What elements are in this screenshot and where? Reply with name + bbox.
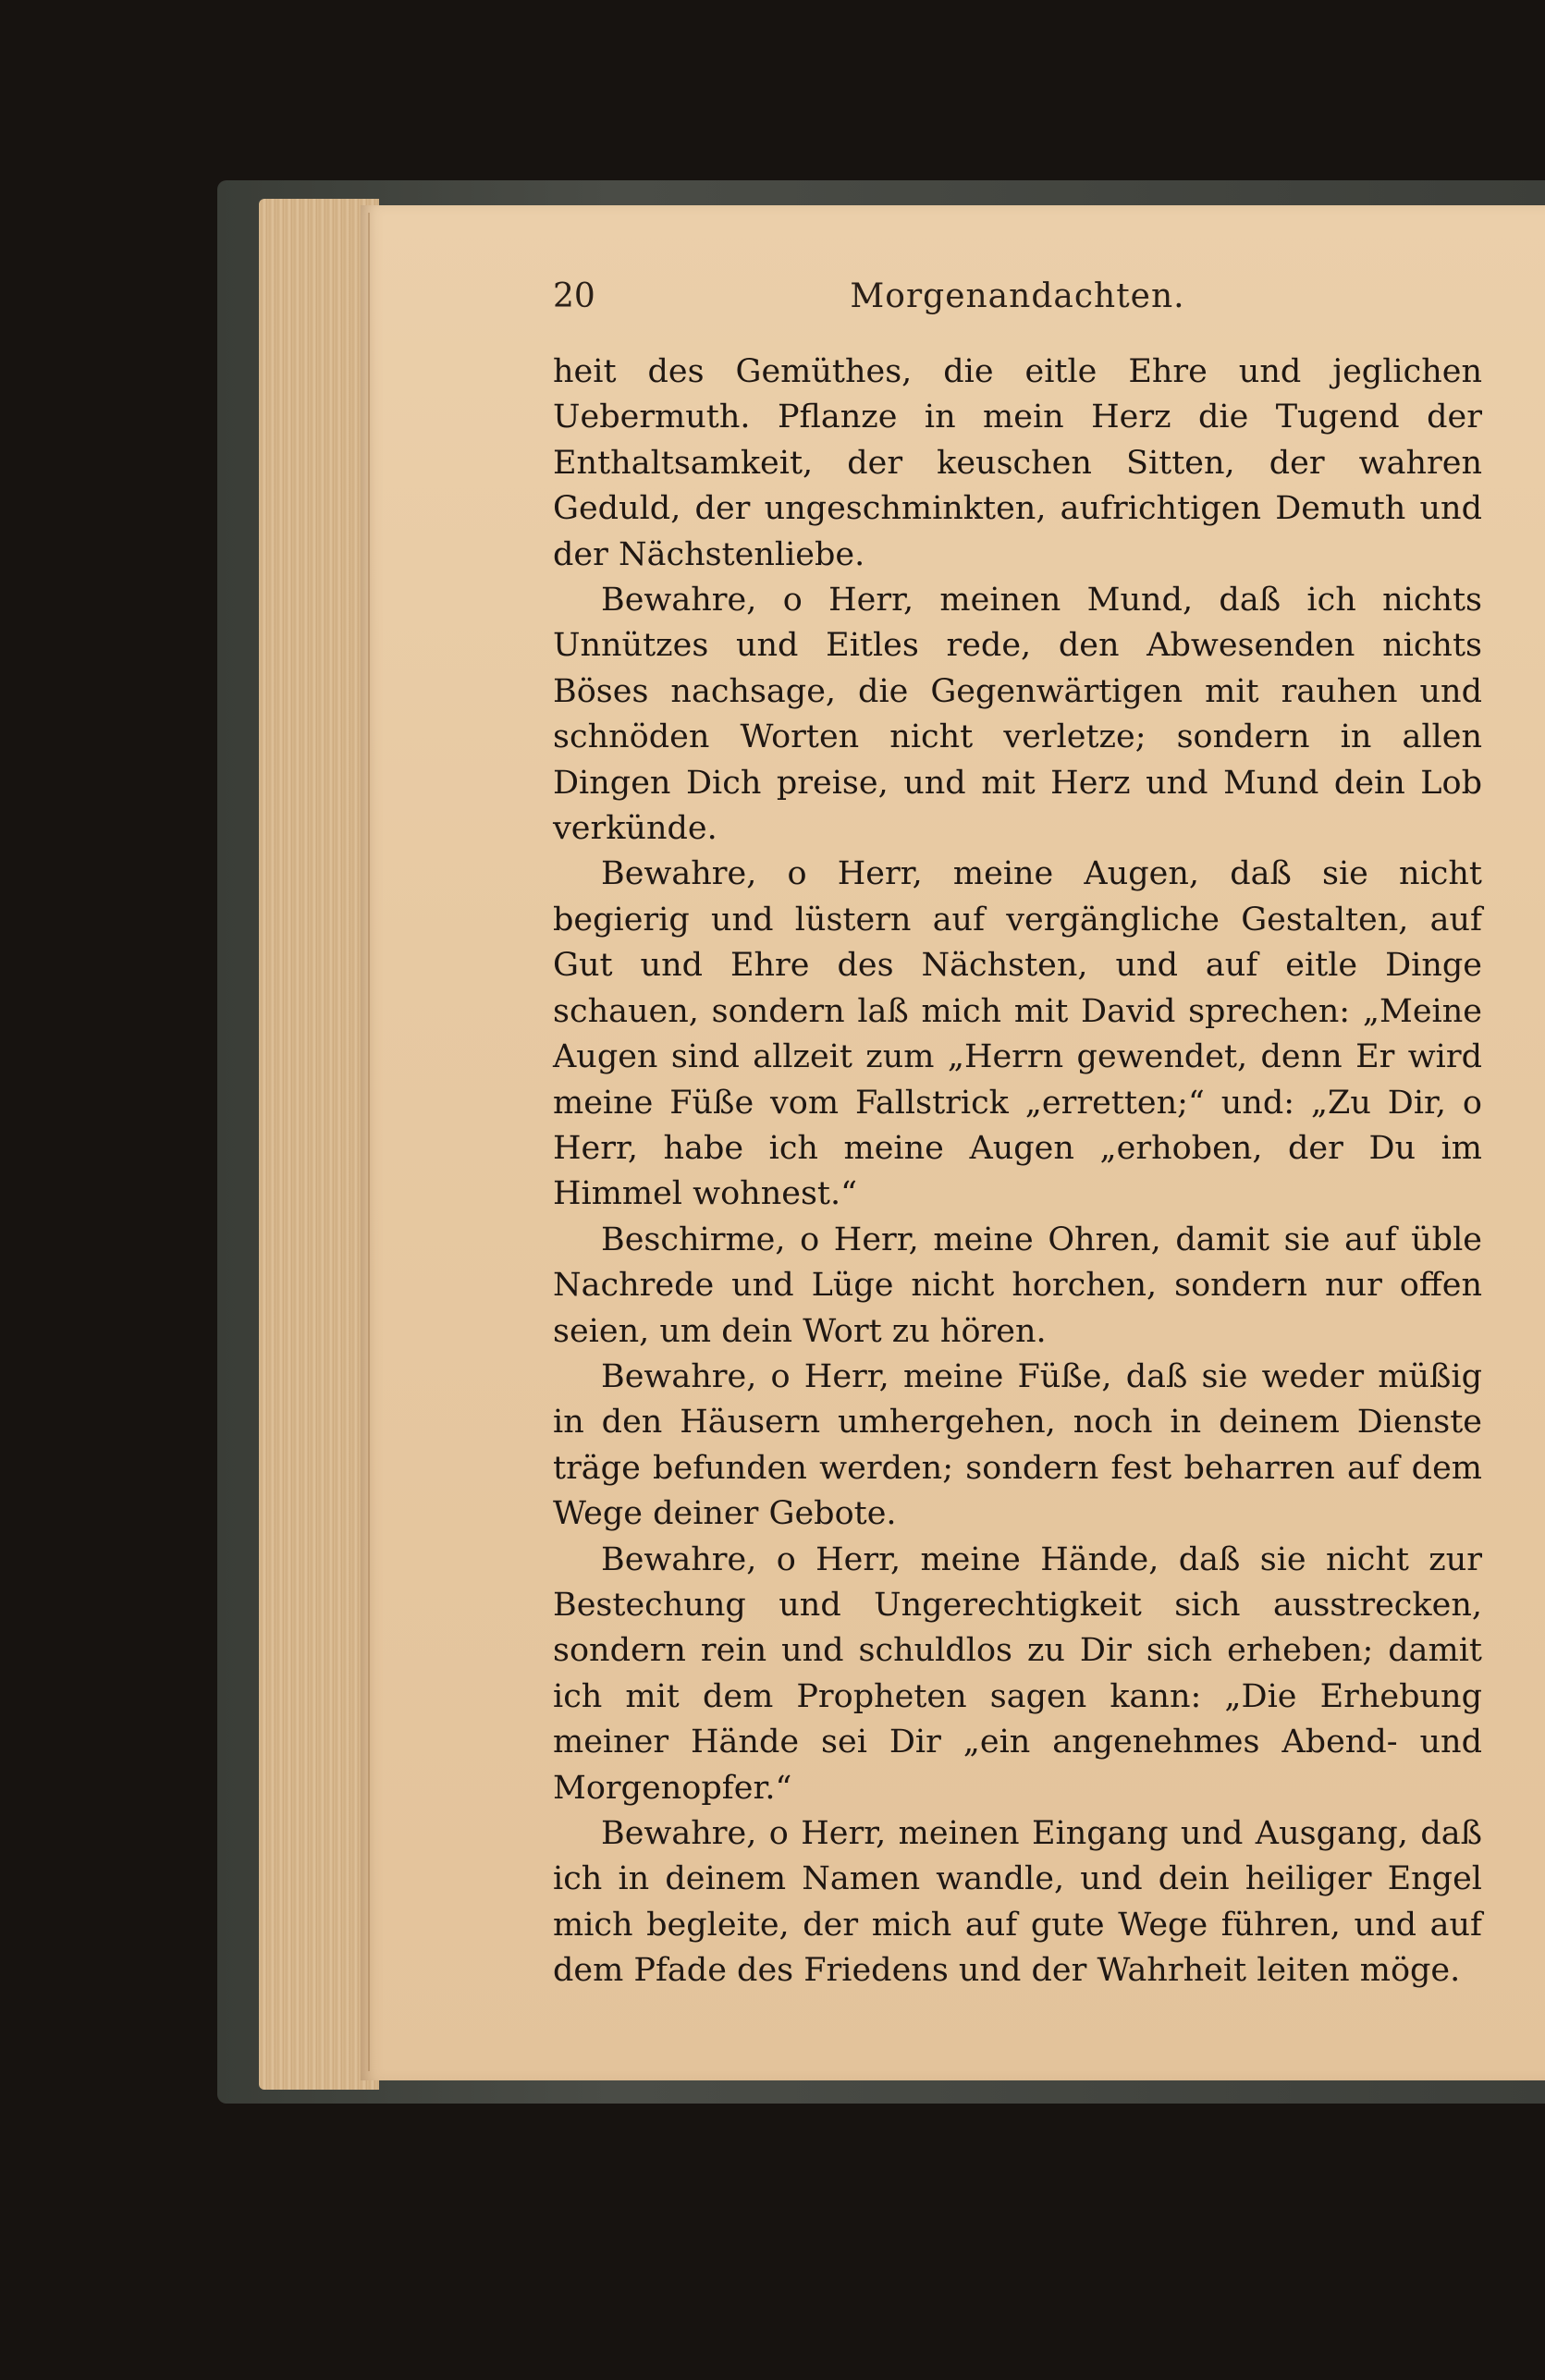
paragraph-mouth: Bewahre, o Herr, meinen Mund, daß ich nichts Unnützes und Eitles rede, den Abwesenden nichts Böses nachsage, die Gegenwärtigen mit rauhen und schnöden Worten nicht verletze; sondern in allen Dingen Dich preise, und mit Herz und Mund dein Lob verkünde. [553,582,1482,848]
paragraph-eyes: Bewahre, o Herr, meine Augen, daß sie nicht begierig und lüstern auf vergängliche Gestalten, auf Gut und Ehre des Nächsten, und auf eitle Dinge schauen, sondern laß mich mit David sprechen: „Meine Augen sind allzeit zum „Herrn gewendet, denn Er wird meine Füße vom Fallstrick „erretten;“ und: „Zu Dir, o Herr, habe ich meine Augen „erhoben, der Du im Himmel wohnest.“ [553,855,1482,1213]
paragraph-hands: Bewahre, o Herr, meine Hände, daß sie nicht zur Bestechung und Ungerechtigkeit sich ausstrecken, sondern rein und schuldlos zu Dir sich erheben; damit ich mit dem Propheten sagen kann: „Die Erhebung meiner Hände sei Dir „ein angenehmes Abend- und Morgenopfer.“ [553,1540,1482,1807]
running-head: Morgenandachten. [850,277,1185,315]
paragraph-going: Bewahre, o Herr, meinen Eingang und Ausgang, daß ich in deinem Namen wandle, und dein heiliger Engel mich begleite, der mich auf gute Wege führen, und auf dem Pfade des Friedens und der Wahrheit leiten möge. [553,1815,1482,1990]
page-number: 20 [553,277,595,315]
paragraph-feet: Bewahre, o Herr, meine Füße, daß sie weder müßig in den Häusern umhergehen, noch in deinem Dienste träge befunden werden; sondern fest beharren auf dem Wege deiner Gebote. [553,1357,1482,1533]
page-header [553,277,1482,324]
body-text [553,350,1482,1994]
paragraph-ears: Beschirme, o Herr, meine Ohren, damit sie auf üble Nachrede und Lüge nicht horchen, sondern nur offen seien, um dein Wort zu hören. [553,1221,1482,1350]
paragraph-continuation: heit des Gemüthes, die eitle Ehre und jeglichen Uebermuth. Pflanze in mein Herz die Tugend der Enthaltsamkeit, der keuschen Sitten, der wahren Geduld, der ungeschminkten, aufrichtigen Demuth und der Nächstenliebe. [553,353,1482,573]
page-gutter [368,213,370,2071]
